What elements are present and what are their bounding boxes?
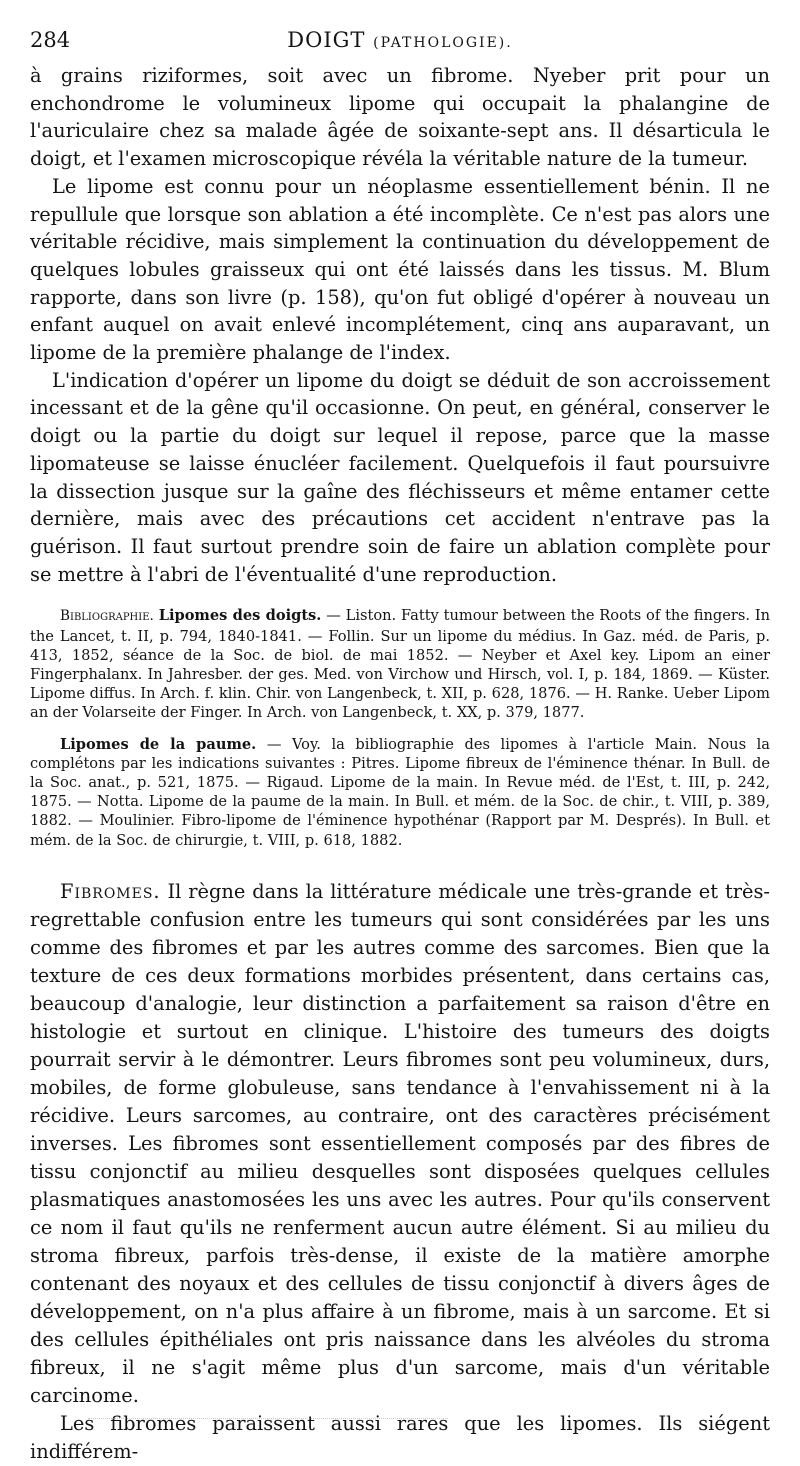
bibliography-entry bbox=[30, 735, 770, 850]
paragraph: Les fibromes paraissent aussi rares que les lipomes. Ils siégent indifférem- bbox=[30, 1411, 770, 1463]
section-heading: Fibromes. bbox=[60, 879, 161, 903]
running-header bbox=[30, 28, 770, 62]
page bbox=[30, 28, 770, 1466]
paragraph-text: Il règne dans la littérature médicale une très-grande et très-regrettable confusion entre les tumeurs qui sont considérées par les uns comme des fibromes et par les autres comme des sarcomes. Bien que la texture de ces deux formations morbides présentent, dans certains cas, beaucoup d'analogie, leur distinction a parfaitement sa raison d'être en histologie et surtout en clinique. L'histoire des tumeurs des doigts pourrait servir à le démontrer. Leurs fibromes sont peu volumineux, durs, mobiles, de forme globuleuse, sans tendance à l'envahissement ni à la récidive. Leurs sarcomes, au contraire, ont des caractères précisément inverses. Les fibromes sont essentiellement composés par des fibres de tissu conjonctif au milieu desquelles sont disposées quelques cellules plasmatiques anastomosées les uns avec les autres. Pour qu'ils conservent ce nom il faut qu'ils ne renferment aucun autre élément. Si au milieu du stroma fibreux, parfois très-dense, il existe de la matière amorphe contenant des noyaux et des cellules de tissu conjonctif à divers âges de développement, on n'a plus affaire à un fibrome, mais à un sarcome. Et si des cellules épithéliales ont pris naissance dans les alvéoles du stroma fibreux, il ne s'agit même plus d'un sarcome, mais d'un véritable carcinome. bbox=[30, 879, 770, 1407]
running-title bbox=[30, 28, 770, 52]
bibliography-entry bbox=[30, 606, 770, 722]
bibliography-text: — Liston. Fatty tumour between the Roots of the fingers. In the Lancet, t. II, p. 794, 1840-1841. — Follin. Sur un lipome du médius. In Gaz. méd. de Paris, p. 413, 1852, séance de la Soc. de biol. de mai 1852. — Neyber et Axel key. Lipom an einer Fingerphalanx. In Jahresber. der ges. Med. von Virchow und Hirsch, vol. I, p. 184, 1869. — Küster. Lipome diffus. In Arch. f. klin. Chir. von Langenbeck, t. XII, p. 628, 1876. — H. Ranke. Ueber Lipom an der Volarseite der Finger. In Arch. von Langenbeck, t. XX, p. 379, 1877. bbox=[30, 607, 771, 722]
fibromes-section bbox=[30, 878, 770, 1466]
page-number: 284 bbox=[30, 28, 71, 52]
bibliography-label: Bibliographie. bbox=[60, 608, 154, 625]
running-title-sub: (PATHOLOGIE). bbox=[373, 35, 513, 51]
main-text bbox=[30, 62, 770, 588]
paragraph: L'indication d'opérer un lipome du doigt se déduit de son accroissement incessant et de la gêne qu'il occasionne. On peut, en général, conserver le doigt ou la partie du doigt sur lequel il repose, parce que la masse lipomateuse se laisse énucléer facilement. Quelquefois il faut poursuivre la dissection jusque sur la gaîne des fléchisseurs et même entamer cette dernière, mais avec des précautions cet accident n'entrave pas la guérison. Il faut surtout prendre soin de faire un ablation complète pour se mettre à l'abri de l'éventualité d'une reproduction. bbox=[30, 368, 770, 586]
bibliography bbox=[30, 606, 770, 849]
paragraph-continued: à grains riziformes, soit avec un fibrome. Nyeber prit pour un enchondrome le volumineux lipome qui occupait la phalangine de l'auriculaire chez sa malade âgée de soixante-sept ans. Il désarticula le doigt, et l'examen microscopique révéla la véritable nature de la tumeur. bbox=[30, 64, 770, 171]
paragraph: Le lipome est connu pour un néoplasme essentiellement bénin. Il ne repullule que lorsque son ablation a été incomplète. Ce n'est pas alors une véritable récidive, mais simplement la continuation du développement de quelques lobules graisseux qui ont été laissés dans les tissus. M. Blum rapporte, dans son livre (p. 158), qu'on fut obligé d'opérer à nouveau un enfant auquel on avait enlevé incomplétement, cinq ans auparavant, un lipome de la première phalange de l'index. bbox=[30, 174, 770, 365]
bibliography-heading: Lipomes de la paume. bbox=[60, 735, 257, 753]
paragraph bbox=[30, 878, 770, 1410]
running-title-main: DOIGT bbox=[287, 28, 366, 52]
bibliography-heading: Lipomes des doigts. bbox=[158, 607, 322, 625]
bibliography-text: — Voy. la bibliographie des lipomes à l'article Main. Nous la complétons par les indications suivantes : Pitres. Lipome fibreux de l'éminence thénar. In Bull. de la Soc. anat., p. 521, 1875. — Rigaud. Lipome de la main. In Revue méd. de l'Est, t. III, p. 242, 1875. — Notta. Lipome de la paume de la main. In Bull. et mém. de la Soc. de chir., t. VIII, p. 389, 1882. — Moulinier. Fibro-lipome de l'éminence hypothénar (Rapport par M. Després). In Bull. et mém. de la Soc. de chirurgie, t. VIII, p. 618, 1882. bbox=[30, 735, 770, 849]
footer-rule bbox=[88, 1418, 448, 1422]
